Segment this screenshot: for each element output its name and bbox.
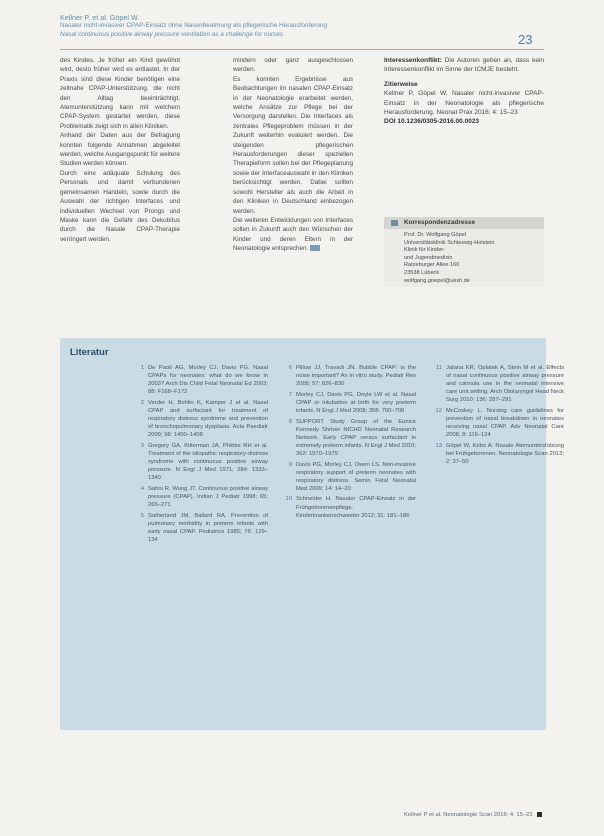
header-authors: Kellner P, et al. Göpel W. (60, 13, 140, 22)
correspondence-line: und Jugendmedizin (404, 254, 453, 261)
running-header (60, 13, 540, 39)
correspondence-box (384, 217, 544, 287)
reference-item (132, 364, 268, 396)
conflict-text: Die Autoren geben an, dass kein Interessenkonflikt im Sinne der ICMJE besteht. (384, 57, 544, 74)
reference-number: 5 (140, 512, 144, 519)
reference-number: 4 (140, 485, 144, 492)
reference-column-1 (132, 364, 268, 546)
reference-item (430, 407, 564, 439)
reference-column-2 (280, 364, 416, 522)
page-footer (404, 812, 542, 818)
correspondence-title-bar (384, 217, 544, 229)
reference-item (280, 364, 416, 388)
reference-item (132, 442, 268, 482)
reference-text: Schneider H. Nasaler CPAP-Einsatz in der Frühgeborenenpflege. Kinderkrankenschwester 2012; 31: 181–186 (296, 496, 416, 519)
conflict-heading: Interessenkonflikt: (384, 57, 442, 64)
reference-number: 3 (140, 442, 144, 449)
footer-citation: Kellner P et al. Neonatologie Scan 2016; 4: 15–23 (404, 812, 533, 819)
body-column-2 (233, 56, 353, 254)
paragraph (233, 216, 353, 254)
reference-text: SUPPORT Study Group of the Eunice Kennedy Shriver NICHD Neonatal Research Network. Early CPAP versus surfactant in extremely preterm infants. N Engl J Med 2010; 362: 1970–1979 (296, 418, 416, 457)
citation-text: Kellner P, Göpel W. Nasaler nicht-invasiver CPAP-Einsatz in der Neonatologie als pflegerische Herausforderung. Neonat Prax 2016; 4: 15–23 (384, 90, 544, 117)
paragraph: Anhand der Daten aus der Befragung konnten folgende Annahmen abgeleitet werden, welche Ausgangspunkt für weitere Studien werden können. (60, 132, 180, 168)
reference-number: 8 (288, 418, 292, 425)
reference-item (280, 495, 416, 519)
reference-number: 6 (288, 365, 292, 371)
reference-number: 9 (288, 461, 292, 468)
paragraph: Es konnten Ergebnisse aus Beobachtungen im nasalen CPAP-Einsatz in der Neonatologie erarbeitet werden, welche Ansätze zur Pflege bei der Versorgung darstellen. Die Interfaces als zentrales Pflegeproblem müssen in der Zukunft weiterhin evaluiert werden. Die steigenden pflegerischen Herausforderungen dieser speziellen Therapieform sollen bei der Pflegeplanung sowie der Interfaceauswahl in den Kliniken berücksichtigt werden. Dabei sollten sowohl Hersteller als auch die Arbeit in den Kliniken in Deutschland einbezogen werden. (233, 75, 353, 215)
reference-number: 10 (285, 496, 292, 503)
reference-item (280, 391, 416, 415)
correspondence-line: Klinik für Kinder- (404, 247, 446, 254)
reference-number: 7 (288, 391, 292, 398)
reference-item (132, 399, 268, 439)
literature-heading: Literatur (70, 347, 109, 358)
reference-text: Göpel W, Kribs A. Nasale Atemunterstützung bei Frühgeborenen. Neonatologie Scan 2013; 2: 37–50 (446, 442, 564, 466)
reference-text: Sahni R, Wung JT. Continuous positive airway pressure (CPAP). Indian J Pediatr 1998; 65: 265–271 (148, 485, 268, 508)
reference-item (280, 461, 416, 493)
reference-item (132, 512, 268, 544)
reference-item (280, 418, 416, 458)
conflict-statement (384, 56, 544, 75)
reference-number: 12 (435, 407, 442, 414)
reference-text: McCoskey L. Nursing care guidelines for prevention of nasal breakdown in neonates receiving nasal CPAP. Adv Neonatal Care 2008; 8: 116–124 (446, 407, 564, 439)
reference-item (430, 442, 564, 466)
page-number: 23 (518, 32, 533, 47)
body-column-3 (384, 56, 544, 127)
reference-number: 13 (435, 442, 442, 449)
reference-text: Sutherland JM, Ballard RA. Prevention of pulmonary morbidity in preterm infants with early nasal CPAP. Pediatrics 1985; 76: 129–134 (148, 512, 268, 543)
reference-item (430, 364, 564, 404)
reference-text: Davis PG, Morley CJ, Owen LS. Non-invasive respiratory support of preterm neonates with respiratory distress. Semin Fetal Neonatal Med 2009; 14: 14–20 (296, 461, 416, 492)
reference-number: 1 (140, 365, 144, 371)
envelope-icon (391, 220, 398, 226)
paragraph: des Kindes. Je früher ein Kind gewöhnt wird, desto früher wird es entlastet. In der Praxis sind diese Kinder benötigen eine zeitnahe CPAP-Unterstützung, die nicht den Alltag beeinträchtigt. Atemunterstützung kann mit welchem CPAP-System gestartet werden, diese Problematik zeigt sich in allen Kliniken. (60, 57, 180, 130)
paragraph: Durch eine adäquate Schulung des Personals und damit verbundenen gemeinsamen Handeln, sowie durch die Auswahl der richtigen Interfaces und individuellen Wechsel von Prongs und Maske kann die Gefahr des Dekubitus durch die Nasale CPAP-Therapie verringert werden. (60, 169, 180, 243)
reference-number: 2 (140, 399, 144, 406)
correspondence-line: Universitätsklinik Schleswig-Holstein (404, 239, 495, 246)
correspondence-line: 23538 Lübeck (404, 269, 440, 276)
paragraph-text: Die weiteren Entwicklungen von Interfaces sollen in Zukunft auch den Wünschen der Kinder und deren Eltern in der Neonatologie entsprechen. (233, 216, 353, 253)
correspondence-address (384, 229, 544, 285)
reference-text: De Paoli AG, Morley CJ, Davis PG. Nasal CPAPs for neonates: what do we know in 2003? Arch Dis Child Fetal Neonatal Ed 2003; 88: F168–F172 (148, 365, 268, 396)
reference-number: 11 (435, 365, 442, 371)
paragraph: mindern oder ganz ausgeschlossen werden. (233, 57, 353, 74)
header-english-title: Nasal continuous positive airway pressure ventilation as a challenge for nurses (60, 30, 284, 38)
reference-text: Morley CJ, Davis PG, Doyle LW et al. Nasal CPAP or intubation at birth for very preterm infants. N Engl J Med 2008; 358: 700–708 (296, 391, 416, 414)
reference-text: Jatana KR, Oplatek A, Stein M et al. Effects of nasal continuous positive airway pressure and cannula use in the neonatal intensive care unit setting. Arch Otolaryngol Head Neck Surg 2010; 136: 287–291 (446, 365, 564, 404)
header-german-title: Nasaler nicht-invasiver CPAP-Einsatz ohne Nasenbeatmung als pflegerische Herausforderung (60, 22, 328, 29)
literature-section (60, 338, 564, 730)
footer-square-mark (537, 812, 542, 817)
reference-item (132, 485, 268, 509)
correspondence-title: Korrespondenzadresse (404, 219, 476, 226)
doi: DOI 10.1236/0305-2016.00.0023 (384, 118, 480, 126)
correspondence-email[interactable]: wolfgang.goepel@uksh.de (404, 277, 471, 284)
reference-text: Gregory GA, Kitterman JA, Phibbs RH et al. Treatment of the idiopathic respiratory-distress syndrome with continuous positive airway pressure. N Engl J Med 1971; 284: 1333–1340 (148, 442, 268, 482)
correspondence-line: Prof. Dr. Wolfgang Göpel (404, 232, 467, 238)
header-rule (60, 49, 544, 50)
citation-heading: Zitierweise (384, 80, 418, 88)
correspondence-line: Ratzeburger Allee 160 (404, 262, 460, 269)
article-end-mark (310, 245, 320, 251)
reference-text: Pillow JJ, Travadi JN. Bubble CPAP: is the noise important? An in vitro study. Pediatr Res 2005; 57: 826–830 (296, 365, 416, 388)
body-column-1 (60, 56, 180, 244)
reference-text: Verder H, Bohlin K, Kamper J et al. Nasal CPAP and surfactant for treatment of respiratory distress syndrome and prevention of bronchopulmonary dysplasia. Acta Paediatr 2009; 98: 1400–1408 (148, 399, 268, 439)
reference-column-3 (430, 364, 564, 469)
